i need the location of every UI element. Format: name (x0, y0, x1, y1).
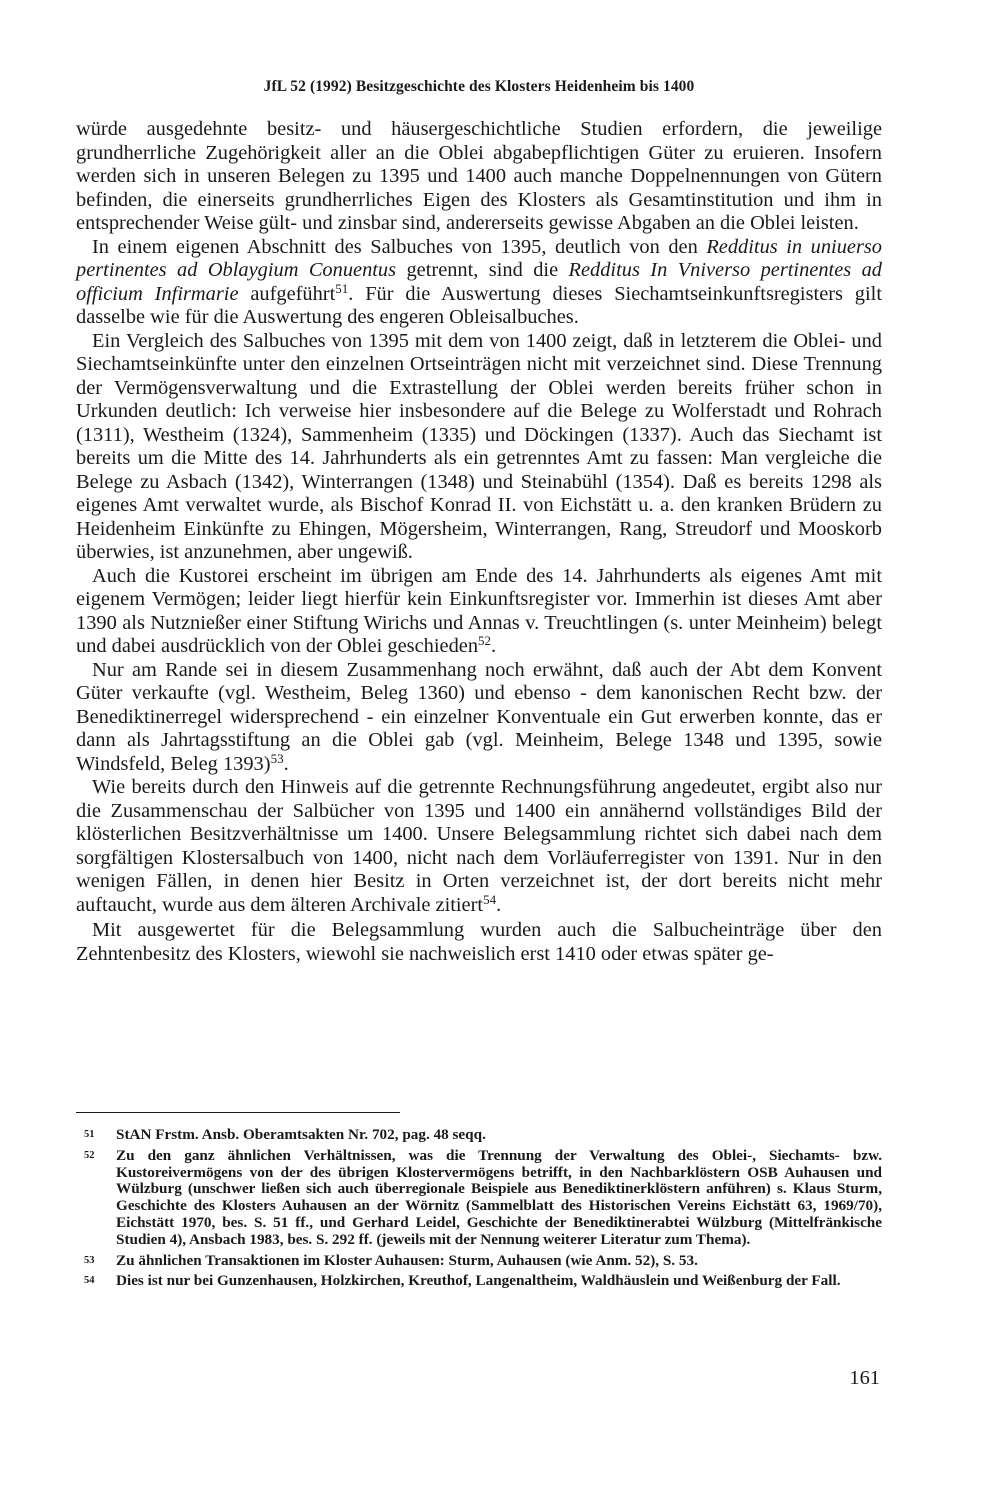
paragraph-7: Mit ausgewertet für die Belegsammlung wurden auch die Salbucheinträge über den Zehntenbesitz des Klosters, wiewohl sie nachweislich erst 1410 oder etwas später ge- (76, 919, 882, 965)
paragraph-5 (76, 659, 882, 777)
footnote-51 (76, 1127, 882, 1144)
footnotes (76, 1127, 882, 1294)
footnote-ref-52[interactable]: 52 (478, 633, 492, 648)
footnote-number: 53 (84, 1254, 95, 1266)
footnote-54 (76, 1273, 882, 1290)
paragraph-1: würde ausgedehnte besitz- und häusergeschichtliche Studien erfordern, die jeweilige grundherrliche Zugehörigkeit aller an die Oblei abgabepflichtigen Güter zu eruieren. Insofern werden sich in unseren Belegen zu 1395 und 1400 auch manche Doppelnennungen von Gütern befinden, die einerseits grundherrliches Eigen des Klosters als Gesamtinstitution und ihm in entsprechender Weise gült- und zinsbar sind, andererseits gewisse Abgaben an die Oblei leisten. (76, 118, 882, 234)
paragraph-2-text-1: In einem eigenen Abschnitt des Salbuches von 1395, deutlich von den (92, 235, 707, 258)
running-head: JfL 52 (1992) Besitzgeschichte des Klosters Heidenheim bis 1400 (263, 78, 695, 95)
footnote-ref-51[interactable]: 51 (335, 280, 349, 296)
footnote-53 (76, 1253, 882, 1270)
page (76, 0, 882, 1496)
footnote-52 (76, 1148, 882, 1249)
footnote-text: Zu ähnlichen Transaktionen im Kloster Auhausen: Sturm, Auhausen (wie Anm. 52), S. 53. (116, 1251, 698, 1269)
paragraph-4-text-2: . (491, 635, 497, 657)
footnote-number: 51 (84, 1129, 95, 1140)
page-number: 161 (849, 1367, 880, 1389)
paragraph-6-text-2: . (496, 893, 502, 916)
paragraph-4 (76, 565, 882, 659)
paragraph-2-text-4: . Für die Auswertung dieses Siechamtseinkunftsregisters gilt dasselbe wie für die Auswertung des engeren Obleisalbuches. (76, 282, 882, 328)
footnote-number: 54 (84, 1275, 95, 1287)
paragraph-2-text-2: getrennt, sind die (396, 259, 569, 281)
paragraph-5-text-2: . (283, 752, 289, 775)
footnote-text: Dies ist nur bei Gunzenhausen, Holzkirchen, Kreuthof, Langenaltheim, Waldhäuslein und Weißenburg der Fall. (116, 1272, 841, 1290)
paragraph-2-italic-1: Redditus in uniuerso pertinentes ad Oblaygium Conuentus (76, 235, 883, 281)
paragraph-3: Ein Vergleich des Salbuches von 1395 mit dem von 1400 zeigt, daß in letzterem die Oblei- und Siechamtseinkünfte unter den einzelnen Ortseinträgen nicht mit verzeichnet sind. Diese Trennung der Vermögensverwaltung und die Extrastellung der Oblei werden bereits früher schon in Urkunden deutlich: Ich verweise hier insbesondere auf die Belege zu Wolferstadt und Rohrach (1311), Westheim (1324), Sammenheim (1335) und Döckingen (1337). Auch das Siechamt ist bereits um die Mitte des 14. Jahrhunderts als ein getrenntes Amt zu fassen: Man vergleiche die Belege zu Asbach (1342), Winterrangen (1348) und Steinabühl (1354). Daß es bereits 1298 als eigenes Amt verwaltet wurde, als Bischof Konrad II. von Eichstätt u. a. den kranken Brüdern zu Heidenheim Einkünfte zu Ehingen, Mögersheim, Winterrangen, Rang, Streudorf und Mooskorb überwies, ist anzunehmen, aber ungewiß. (76, 329, 882, 563)
paragraph-6-text-1: Wie bereits durch den Hinweis auf die getrennte Rechnungsführung angedeutet, ergibt also nur die Zusammenschau der Salbücher von 1395 und 1400 ein annähernd vollständiges Bild der klösterlichen Besitzverhältnisse um 1400. Unsere Belegsammlung richtet sich dabei nach dem sorgfältigen Klostersalbuch von 1400, nicht nach dem Vorläuferregister von 1391. Nur in den wenigen Fällen, in denen hier Besitz in Orten verzeichnet ist, der dort bereits nicht mehr auftaucht, wurde aus dem älteren Archivale zitiert (76, 776, 882, 916)
paragraph-5-text-1: Nur am Rande sei in diesem Zusammenhang noch erwähnt, daß auch der Abt dem Konvent Güter verkaufte (vgl. Westheim, Beleg 1360) und ebenso - dem kanonischen Recht bzw. der Benediktinerregel widersprechend - ein einzelner Konventuale ein Gut erwerben konnte, das er dann als Jahrtagsstiftung an die Oblei gab (vgl. Meinheim, Belege 1348 und 1395, sowie Windsfeld, Beleg 1393) (76, 658, 882, 775)
paragraph-6 (76, 776, 882, 917)
paragraph-4-text-1: Auch die Kustorei erscheint im übrigen am Ende des 14. Jahrhunderts als eigenes Amt mit eigenem Vermögen; leider liegt hierfür kein Einkunftsregister vor. Immerhin ist dieses Amt aber 1390 als Nutznießer einer Stiftung Wirichs und Annas v. Treuchtlingen (s. unter Meinheim) belegt und dabei ausdrücklich von der Oblei geschieden (76, 564, 882, 657)
footnote-text: Zu den ganz ähnlichen Verhältnissen, was die Trennung der Verwaltung des Oblei-, Siechamts- bzw. Kustoreivermögens von der des übrigen Klostervermögens betrifft, in den Nachbarklöstern OSB Auhausen und Wülzburg (unschwer ließen sich auch überregionale Beispiele aus Benediktinerklöstern anführen) s. Klaus Sturm, Geschichte des Klosters Auhausen an der Wörnitz (Sammelblatt des Historischen Vereins Eichstätt 63, 1969/70), Eichstätt 1970, bes. S. 51 ff., und Gerhard Leidel, Geschichte der Benediktinerabtei Wülzburg (Mittelfränkische Studien 4), Ansbach 1983, bes. S. 292 ff. (jeweils mit der Nennung weiterer Literatur zum Thema). (116, 1146, 882, 1248)
footnote-ref-54[interactable]: 54 (483, 891, 497, 907)
footnote-rule (76, 1112, 400, 1113)
footnote-text: StAN Frstm. Ansb. Oberamtsakten Nr. 702, pag. 48 seqq. (116, 1126, 486, 1143)
footnote-number: 52 (84, 1149, 95, 1161)
paragraph-2-italic-2: Redditus In Vniverso pertinentes ad officium Infirmarie (76, 259, 882, 305)
paragraph-2-text-3: aufgeführt (238, 282, 336, 305)
paragraph-2 (76, 236, 882, 330)
body-text (76, 118, 882, 966)
footnote-ref-53[interactable]: 53 (270, 750, 284, 766)
